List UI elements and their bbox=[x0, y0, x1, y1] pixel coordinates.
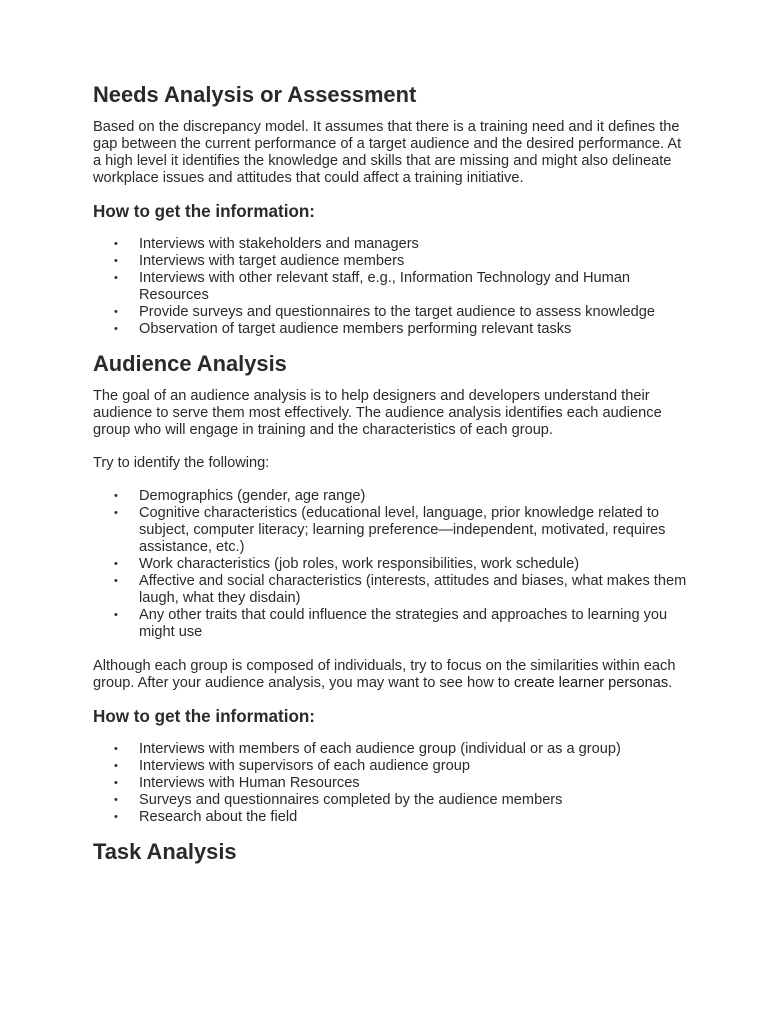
list-item: • Observation of target audience members performing relevant tasks bbox=[114, 321, 572, 337]
audience-closing-paragraph: Although each group is composed of individuals, try to focus on the similarities within each group. After your audience analysis, you may want to see how to create learner personas. bbox=[93, 658, 676, 691]
list-item: • Work characteristics (job roles, work responsibilities, work schedule) bbox=[114, 556, 580, 572]
list-item: • Interviews with target audience members bbox=[114, 253, 405, 269]
list-item: • Cognitive characteristics (educational level, language, prior knowledge related to subject, computer literacy; learning preference—independent, motivated, requires assistance, etc.) bbox=[114, 505, 666, 555]
bullet-icon: • bbox=[114, 794, 118, 806]
how-to-get-info-heading-2: How to get the information: bbox=[93, 707, 315, 726]
bullet-icon: • bbox=[114, 558, 118, 570]
bullet-icon: • bbox=[114, 609, 118, 621]
bullet-icon: • bbox=[114, 323, 118, 335]
audience-info-list bbox=[93, 741, 693, 826]
list-item: • Interviews with members of each audience group (individual or as a group) bbox=[114, 741, 621, 757]
document-page bbox=[93, 82, 693, 864]
bullet-icon: • bbox=[114, 255, 118, 267]
section-title-audience-analysis: Audience Analysis bbox=[93, 351, 287, 376]
create-learner-personas-link[interactable]: create learner personas bbox=[514, 675, 669, 691]
identify-list bbox=[93, 488, 693, 641]
bullet-icon: • bbox=[114, 575, 118, 587]
list-item: • Interviews with stakeholders and managers bbox=[114, 236, 419, 252]
section-title-needs-analysis: Needs Analysis or Assessment bbox=[93, 82, 417, 107]
list-item: • Research about the field bbox=[114, 809, 298, 825]
bullet-icon: • bbox=[114, 238, 118, 250]
list-item: • Demographics (gender, age range) bbox=[114, 488, 366, 504]
bullet-icon: • bbox=[114, 306, 118, 318]
list-item: • Surveys and questionnaires completed by the audience members bbox=[114, 792, 563, 808]
list-item: • Provide surveys and questionnaires to the target audience to assess knowledge bbox=[114, 304, 655, 320]
bullet-icon: • bbox=[114, 272, 118, 284]
how-to-get-info-heading-1: How to get the information: bbox=[93, 202, 315, 221]
needs-info-list bbox=[93, 236, 693, 338]
list-item: • Interviews with other relevant staff, e.g., Information Technology and Human Resources bbox=[114, 270, 631, 303]
audience-analysis-paragraph: The goal of an audience analysis is to help designers and developers understand their audience to serve them most effectively. The audience analysis identifies each audience group who will engage in training and the characteristics of each group. bbox=[93, 388, 662, 438]
bullet-icon: • bbox=[114, 777, 118, 789]
list-item: • Affective and social characteristics (interests, attitudes and biases, what makes them laugh, what they disdain) bbox=[114, 573, 687, 606]
list-item: • Interviews with Human Resources bbox=[114, 775, 360, 791]
bullet-icon: • bbox=[114, 760, 118, 772]
bullet-icon: • bbox=[114, 811, 118, 823]
bullet-icon: • bbox=[114, 490, 118, 502]
bullet-icon: • bbox=[114, 507, 118, 519]
list-item: • Interviews with supervisors of each audience group bbox=[114, 758, 470, 774]
needs-analysis-paragraph: Based on the discrepancy model. It assumes that there is a training need and it defines the gap between the current performance of a target audience and the desired performance. At a high level it identifies the knowledge and skills that are missing and might also delineate workplace issues and attitudes that could affect a training initiative. bbox=[93, 119, 682, 186]
bullet-icon: • bbox=[114, 743, 118, 755]
identify-intro: Try to identify the following: bbox=[93, 455, 270, 471]
list-item: • Any other traits that could influence the strategies and approaches to learning you might use bbox=[114, 607, 668, 640]
section-title-task-analysis: Task Analysis bbox=[93, 839, 237, 864]
